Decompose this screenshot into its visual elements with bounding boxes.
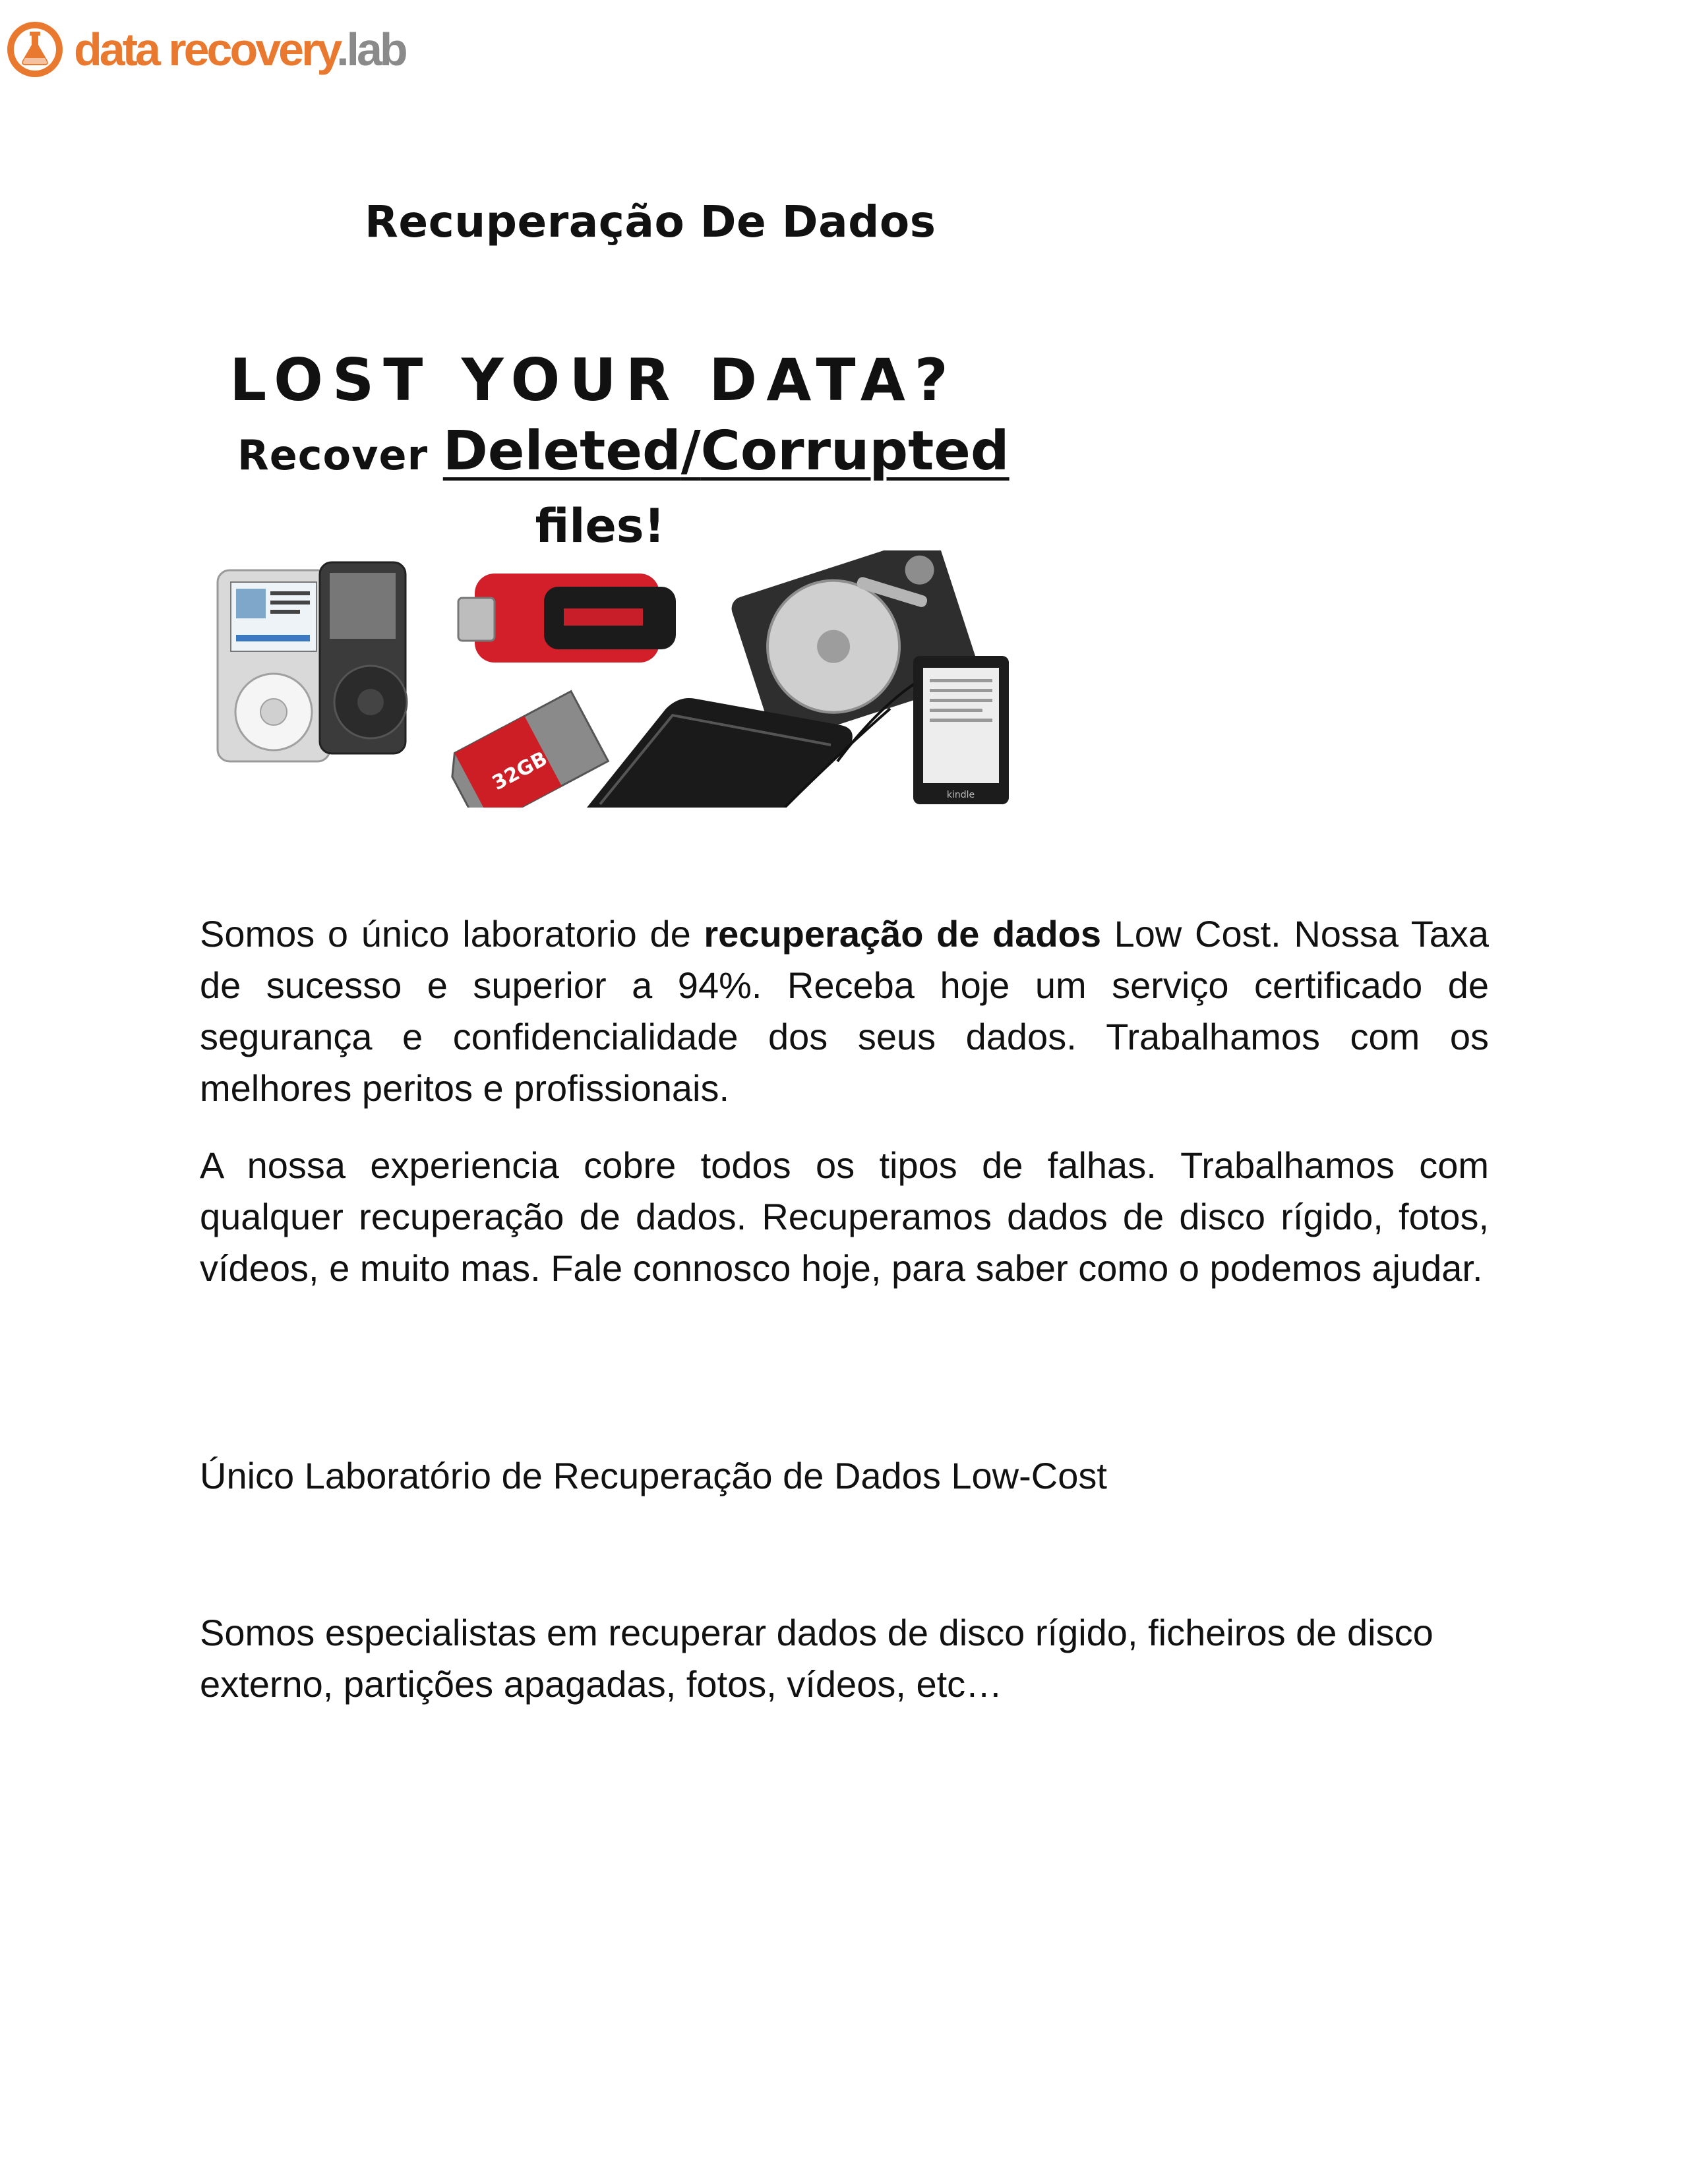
kindle-icon	[913, 656, 1009, 804]
ipod-icon	[218, 562, 407, 761]
banner-recover: Recover	[237, 431, 443, 479]
logo[interactable]	[5, 20, 406, 79]
page-title: Recuperação De Dados	[365, 196, 936, 247]
sdcard-label: 32GB	[488, 747, 552, 796]
microsd-card-icon	[443, 692, 609, 808]
devices-illustration	[198, 550, 1019, 808]
banner-headline: LOST YOUR DATA?	[229, 346, 957, 414]
logo-text-main: data recovery	[74, 24, 337, 75]
flask-logo-icon	[5, 20, 65, 79]
logo-text-lab: .lab	[336, 24, 406, 75]
intro-paragraph	[200, 908, 1489, 1114]
specialists-paragraph: Somos especialistas em recuperar dados de disco rígido, ficheiros de disco externo, partições apagadas, fotos, vídeos, etc…	[200, 1612, 1433, 1705]
experience-paragraph: A nossa experiencia cobre todos os tipos de falhas. Trabalhamos com qualquer recuperação de dados. Recuperamos dados de disco rígido, fotos, vídeos, e muito mas. Fale connosco hoje, para saber como o podemos ajudar.	[200, 1144, 1489, 1289]
lost-data-banner	[198, 333, 1019, 808]
usb-drive-icon	[458, 574, 676, 663]
intro-bold-term: recuperação de dados	[704, 913, 1101, 955]
logo-wordmark	[74, 26, 406, 73]
banner-slash: /	[680, 420, 701, 483]
intro-text-a: Somos o único laboratorio de	[200, 913, 704, 955]
intro-text-b: Low Cost. Nossa Taxa de sucesso e superior a 94%. Receba hoje um serviço certificado de segurança e confidencialidade dos seus dados. Trabalhamos com os melhores peritos e profissionais.	[200, 913, 1489, 1109]
kindle-brand: kindle	[946, 790, 975, 800]
banner-deleted: Deleted	[442, 420, 681, 483]
banner-corrupted: Corrupted	[700, 420, 1010, 483]
banner-files: files!	[535, 499, 665, 553]
section-subtitle: Único Laboratório de Recuperação de Dados Low-Cost	[200, 1455, 1107, 1496]
banner-subheadline	[237, 420, 1010, 483]
